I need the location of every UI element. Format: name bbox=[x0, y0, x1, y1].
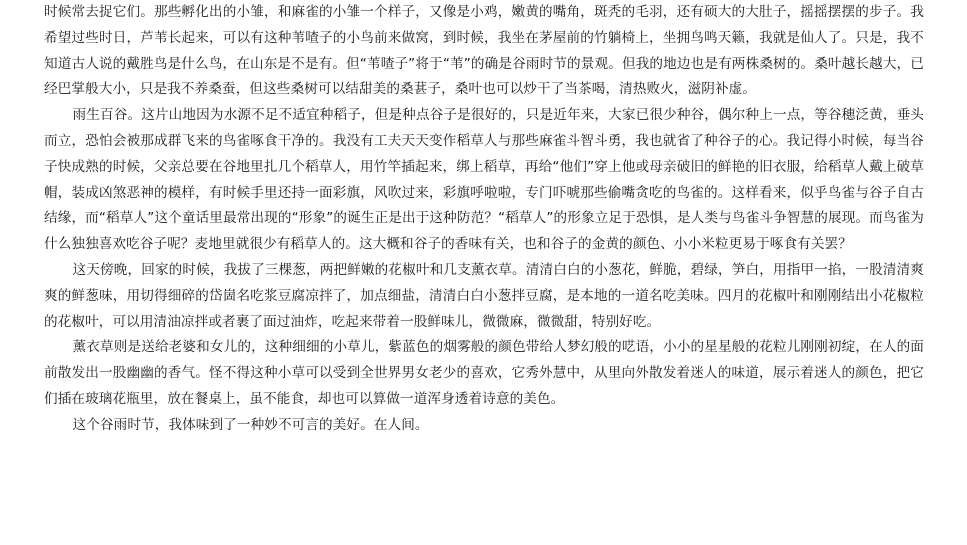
paragraph-5: 这个谷雨时节，我体味到了一种妙不可言的美好。在人间。 bbox=[72, 416, 429, 433]
document-body bbox=[44, 0, 924, 439]
paragraph-4: 薰衣草则是送给老婆和女儿的，这种细细的小草儿，紫蓝色的烟雾般的颜色带给人梦幻般的呓语，小小的星星般的花粒儿刚刚初绽，在人的面前散发出一股幽幽的香气。怪不得这种小草可以受到全世界男女老少的喜欢，它秀外慧中，从里向外散发着迷人的味道，展示着迷人的颜色，把它们插在玻璃花瓶里，放在餐桌上，虽不能食，却也可以算做一道浑身透着诗意的美色。 bbox=[44, 339, 924, 407]
paragraph-1: 时候常去捉它们。那些孵化出的小雏，和麻雀的小雏一个样子，又像是小鸡，嫩黄的嘴角，斑秃的毛羽，还有硕大的大肚子，摇摇摆摆的步子。我希望过些时日，芦苇长起来，可以有这种苇喳子的小鸟前来做窝，到时候，我坐在茅屋前的竹躺椅上，坐拥鸟鸣天籁，我就是仙人了。只是，我不知道古人说的戴胜鸟是什么鸟，在山东是不是有。但“苇喳子”将于“苇”的确是谷雨时节的景观。但我的地边也是有两株桑树的。桑叶越长越大，已经巴掌般大小，只是我不养桑蚕，但这些桑树可以结甜美的桑葚子，桑叶也可以炒干了当茶喝，清热败火，滋阴补虚。 bbox=[44, 4, 924, 98]
paragraph-3: 这天傍晚，回家的时候，我拔了三棵葱，两把鲜嫩的花椒叶和几支薰衣草。清清白白的小葱花，鲜脆，碧绿，笋白，用指甲一掐，一股清清爽爽的鲜葱味，用切得细碎的岱崮名吃浆豆腐凉拌了，加点细盐，清清白白小葱拌豆腐，是本地的一道名吃美味。四月的花椒叶和刚刚结出小花椒粒的花椒叶，可以用清油凉拌或者裹了面过油炸，吃起来带着一股鲜味儿，微微麻，微微甜，特别好吃。 bbox=[44, 261, 924, 330]
paragraph-2: 雨生百谷。这片山地因为水源不足不适宜种稻子，但是种点谷子是很好的，只是近年来，大家已很少种谷，偶尔种上一点，等谷穗泛黄，垂头而立，恐怕会被那成群飞来的鸟雀啄食干净的。我没有工夫天天变作稻草人与那些麻雀斗智斗勇，我也就省了种谷子的心。我记得小时候，每当谷子快成熟的时候，父亲总要在谷地里扎几个稻草人，用竹竿插起来，绑上稻草，再给“他们”穿上他或母亲破旧的鲜艳的旧衣服，给稻草人戴上破草帽，装成凶煞恶神的模样，有时候手里还持一面彩旗，风吹过来，彩旗呼啦啦，专门吓唬那些偷嘴贪吃的鸟雀的。这样看来，似乎鸟雀与谷子自古结缘，而“稻草人”这个童话里最常出现的“形象”的诞生正是出于这种防范？“稻草人”的形象立足于恐惧，是人类与鸟雀斗争智慧的展现。而鸟雀为什么独独喜欢吃谷子呢？麦地里就很少有稻草人的。这大概和谷子的香味有关，也和谷子的金黄的颜色、小小米粒更易于啄食有关罢？ bbox=[44, 107, 924, 253]
